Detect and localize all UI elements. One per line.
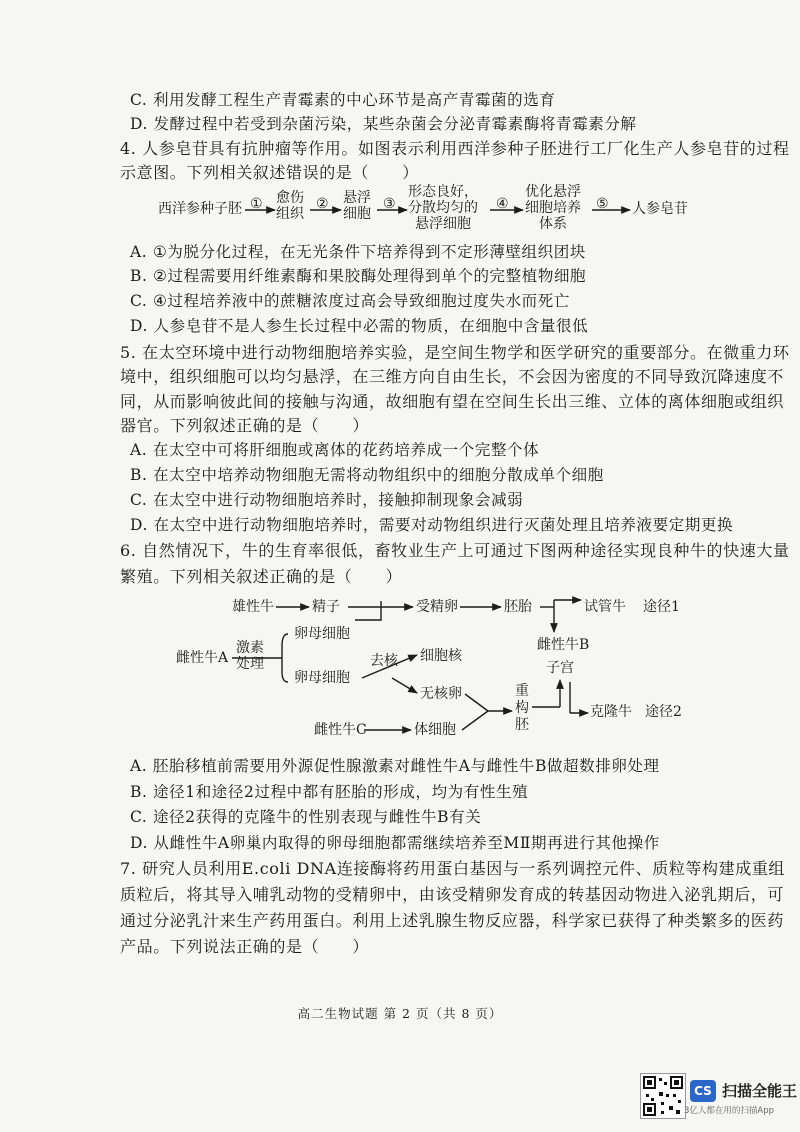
q4-option-d: D. 人参皂苷不是人参生长过程中必需的物质，在细胞中含量很低 — [130, 317, 589, 335]
q5-stem-line3: 同，从而影响彼此间的接触与沟通，故细胞有望在空间生长出三维、立体的离体细胞或组织 — [120, 392, 785, 411]
q5-stem-line2: 境中，组织细胞可以均匀悬浮，在三维方向自由生长，不会因为密度的不同导致沉降速度不 — [120, 367, 785, 386]
node-somatic-cell: 体细胞 — [414, 722, 456, 738]
node-enucleated-egg: 无核卵 — [420, 686, 462, 702]
q3-option-d: D. 发酵过程中若受到杂菌污染，某些杂菌会分泌青霉素酶将青霉素分解 — [130, 115, 637, 133]
q6-stem-line2: 繁殖。下列相关叙述正确的是（ ） — [120, 567, 403, 586]
node-embryo: 胚胎 — [504, 599, 532, 615]
node-oocyte-2: 卵母细胞 — [294, 670, 350, 686]
camscanner-tagline: 3亿人都在用的扫描App — [684, 1106, 775, 1116]
q5-stem-line1: 5. 在太空环境中进行动物细胞培养实验，是空间生物学和医学研究的重要部分。在微重力环 — [120, 343, 790, 362]
q5-option-b: B. 在太空中培养动物细胞无需将动物组织中的细胞分散成单个细胞 — [130, 466, 604, 484]
flow-node-seed-embryo: 西洋参种子胚 — [158, 201, 242, 217]
q6-option-d: D. 从雌性牛A卵巢内取得的卵母细胞都需继续培养至MⅡ期再进行其他操作 — [130, 834, 660, 852]
node-sperm: 精子 — [312, 599, 340, 615]
label-route-1: 途径1 — [643, 599, 680, 615]
q4-option-c: C. ④过程培养液中的蔗糖浓度过高会导致细胞过度失水而死亡 — [130, 292, 570, 310]
q3-option-c: C. 利用发酵工程生产青霉素的中心环节是高产青霉菌的选育 — [130, 91, 556, 109]
q6-option-a: A. 胚胎移植前需要用外源促性腺激素对雌性牛A与雌性牛B做超数排卵处理 — [130, 757, 660, 775]
q5-option-a: A. 在太空中可将肝细胞或离体的花药培养成一个完整个体 — [130, 441, 540, 459]
flow-step-1: ① — [250, 196, 263, 212]
q7-stem-line1: 7. 研究人员利用E.coli DNA连接酶将药用蛋白基因与一系列调控元件、质粒等构建成重组 — [120, 859, 786, 878]
q6-option-b: B. 途径1和途径2过程中都有胚胎的形成，均为有性生殖 — [130, 783, 529, 801]
q4-option-b: B. ②过程需要用纤维素酶和果胶酶处理得到单个的完整植物细胞 — [130, 267, 587, 285]
q4-stem-line2: 示意图。下列相关叙述错误的是（ ） — [120, 163, 419, 182]
camscanner-logo-icon: CS — [690, 1080, 716, 1102]
node-uterus: 子宫 — [546, 660, 574, 676]
flow-step-3: ③ — [383, 196, 396, 212]
node-female-cow-a: 雌性牛A — [176, 650, 229, 666]
q5-option-d: D. 在太空中进行动物细胞培养时，需要对动物组织进行灭菌处理且培养液要定期更换 — [130, 516, 734, 534]
node-male-cow: 雄性牛 — [232, 599, 274, 615]
flow-node-callus: 愈伤 组织 — [276, 190, 304, 222]
page-footer: 高二生物试题 第 2 页（共 8 页） — [297, 1006, 503, 1021]
flow-node-optimized-system: 优化悬浮 细胞培养 体系 — [525, 184, 581, 232]
q7-stem-line4: 产品。下列说法正确的是（ ） — [120, 937, 370, 956]
label-route-2: 途径2 — [645, 704, 682, 720]
flow-node-ginsenoside: 人参皂苷 — [632, 201, 688, 217]
node-nucleus: 细胞核 — [420, 648, 462, 664]
node-reconstructed-embryo: 重 构 胚 — [515, 683, 529, 733]
node-zygote: 受精卵 — [416, 599, 458, 615]
q7-stem-line2: 质粒后，将其导入哺乳动物的受精卵中，由该受精卵发育成的转基因动物进入泌乳期后，可 — [120, 885, 785, 904]
node-female-cow-c: 雌性牛C — [314, 722, 367, 738]
qr-code-icon — [640, 1073, 686, 1119]
label-hormone-treatment: 激素 处理 — [236, 640, 264, 672]
flow-step-4: ④ — [496, 196, 509, 212]
q5-option-c: C. 在太空中进行动物细胞培养时，接触抑制现象会减弱 — [130, 491, 524, 509]
flow-step-2: ② — [316, 196, 329, 212]
flow-node-good-suspension: 形态良好， 分散均匀的 悬浮细胞 — [408, 184, 478, 232]
flow-step-5: ⑤ — [596, 196, 609, 212]
flow-node-suspension-cells: 悬浮 细胞 — [343, 190, 371, 222]
label-enucleation: 去核 — [370, 653, 398, 669]
node-oocyte-1: 卵母细胞 — [294, 626, 350, 642]
q6-option-c: C. 途径2获得的克隆牛的性别表现与雌性牛B有关 — [130, 808, 482, 826]
node-ivf-calf: 试管牛 — [584, 599, 626, 615]
camscanner-name: 扫描全能王 — [722, 1082, 798, 1100]
q5-stem-line4: 器官。下列叙述正确的是（ ） — [120, 416, 370, 435]
q7-stem-line3: 通过分泌乳汁来生产药用蛋白。利用上述乳腺生物反应器，科学家已获得了种类繁多的医药 — [120, 911, 785, 930]
q6-stem-line1: 6. 自然情况下，牛的生育率很低，畜牧业生产上可通过下图两种途径实现良种牛的快速大量 — [120, 541, 790, 560]
q4-option-a: A. ①为脱分化过程，在无光条件下培养得到不定形薄壁组织团块 — [130, 243, 586, 261]
node-clone-calf: 克隆牛 — [590, 704, 632, 720]
q4-stem-line1: 4. 人参皂苷具有抗肿瘤等作用。如图表示利用西洋参种子胚进行工厂化生产人参皂苷的过程 — [120, 139, 790, 158]
node-female-cow-b: 雌性牛B — [537, 637, 590, 653]
